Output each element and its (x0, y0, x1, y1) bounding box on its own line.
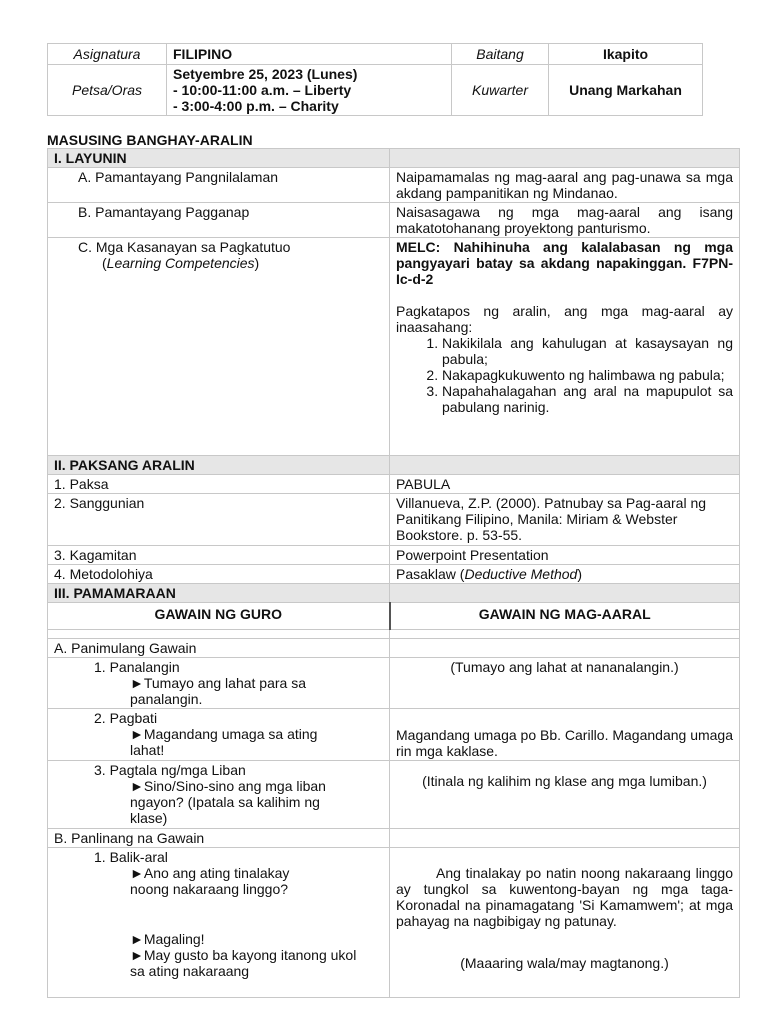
attendance-cell (48, 761, 390, 829)
competencies-cell (48, 238, 390, 456)
materials-label: 3. Kagamitan (48, 546, 390, 565)
attendance-student: (Itinala ng kalihim ng klase ang mga lumiban.) (390, 761, 740, 829)
topic-value: PABULA (390, 475, 740, 494)
praise-text: ►Magaling! (130, 931, 205, 947)
review-student-cell (390, 848, 740, 998)
greeting-teacher: ►Magandang umaga sa ating lahat! (130, 726, 318, 758)
objectives-list (396, 335, 733, 415)
date-line-3: - 3:00-4:00 p.m. – Charity (173, 98, 339, 114)
subject-label: Asignatura (48, 44, 167, 65)
date-label: Petsa/Oras (48, 65, 167, 116)
column-student: GAWAIN NG MAG-AARAL (390, 603, 740, 630)
method-main: Pasaklaw (396, 566, 456, 582)
review-cell (48, 848, 390, 998)
date-line-2: - 10:00-11:00 a.m. – Liberty (173, 82, 352, 98)
competencies-sub-text: Learning Competencies (106, 255, 255, 271)
method-italic: Deductive Method (464, 566, 578, 582)
reference-value: Villanueva, Z.P. (2000). Patnubay sa Pag-aaral ng Panitikang Filipino, Manila: Miriam & Webster Bookstore. p. 53-55. (390, 494, 740, 546)
prayer-label: 1. Panalangin (94, 659, 180, 675)
competencies-label: C. Mga Kasanayan sa Pagkatutuo (78, 239, 291, 255)
method-value: Pasaklaw (Deductive Method) (390, 565, 740, 584)
lesson-info-table (47, 43, 703, 116)
objective-item: 3. Napahahalagahan ang aral na mapupulot sa pabulang narinig. (442, 383, 733, 415)
performance-standard-label: B. Pamantayang Pagganap (48, 203, 390, 238)
objective-item: 1. Nakikilala ang kahulugan at kasaysayan ng pabula; (442, 335, 733, 367)
grade-value: Ikapito (549, 44, 703, 65)
quarter-value: Unang Markahan (549, 65, 703, 116)
plan-title: MASUSING BANGHAY-ARALIN (47, 132, 253, 148)
lesson-plan-table (47, 148, 740, 998)
competencies-content (390, 238, 740, 456)
prayer-cell (48, 658, 390, 709)
performance-standard-text: Naisasagawa ng mga mag-aaral ang isang makatotohanang proyektong panturismo. (390, 203, 740, 238)
section-pamamaraan: III. PAMAMARAAN (48, 584, 390, 603)
reference-label: 2. Sanggunian (48, 494, 390, 546)
section-layunin: I. LAYUNIN (48, 149, 390, 168)
questions-teacher: ►May gusto ba kayong itanong ukol sa ating nakaraang (130, 947, 357, 979)
greeting-cell (48, 709, 390, 761)
date-value (167, 65, 452, 116)
attendance-label: 3. Pagtala ng/mga Liban (94, 762, 246, 778)
content-standard-text: Naipamamalas ng mag-aaral ang pag-unawa sa mga akdang pampanitikan ng Mindanao. (390, 168, 740, 203)
prayer-teacher: ►Tumayo ang lahat para sa panalangin. (130, 675, 306, 707)
column-teacher: GAWAIN NG GURO (48, 603, 390, 630)
materials-value: Powerpoint Presentation (390, 546, 740, 565)
objectives-intro: Pagkatapos ng aralin, ang mga mag-aaral ay inaasahang: (396, 303, 733, 335)
competencies-sub: (Learning Competencies) (102, 255, 260, 271)
section-paksang-aralin: II. PAKSANG ARALIN (48, 456, 390, 475)
objective-item: 2. Nakapagkukuwento ng halimbawa ng pabula; (442, 367, 733, 383)
questions-student: (Maaaring wala/may magtanong.) (460, 955, 669, 971)
grade-label: Baitang (452, 44, 549, 65)
preliminary-activity-label: A. Panimulang Gawain (48, 639, 390, 658)
method-label: 4. Metodolohiya (48, 565, 390, 584)
content-standard-label: A. Pamantayang Pangnilalaman (48, 168, 390, 203)
melc-text: MELC: Nahihinuha ang kalalabasan ng mga pangyayari batay sa akdang napakinggan. F7PN-Ic-d-2 (396, 239, 733, 287)
attendance-teacher: ►Sino/Sino-sino ang mga liban ngayon? (Ipatala sa kalihim ng klase) (130, 778, 326, 826)
greeting-student: Magandang umaga po Bb. Carillo. Magandang umaga rin mga kaklase. (390, 709, 740, 761)
review-teacher: ►Ano ang ating tinalakay noong nakaraang linggo? (130, 865, 290, 897)
subject-value: FILIPINO (167, 44, 452, 65)
topic-label: 1. Paksa (48, 475, 390, 494)
quarter-label: Kuwarter (452, 65, 549, 116)
review-student: Ang tinalakay po natin noong nakaraang linggo ay tungkol sa kuwentong-bayan ng mga taga-Koronadal na pinamagatang 'Si Kamamwem'; at mga pahayag na nagbibigay ng patunay. (396, 865, 733, 929)
review-label: 1. Balik-aral (94, 849, 168, 865)
date-line-1: Setyembre 25, 2023 (Lunes) (173, 66, 358, 82)
greeting-label: 2. Pagbati (94, 710, 158, 726)
prayer-student: (Tumayo ang lahat at nananalangin.) (390, 658, 740, 709)
developmental-activity-label: B. Panlinang na Gawain (48, 829, 390, 848)
